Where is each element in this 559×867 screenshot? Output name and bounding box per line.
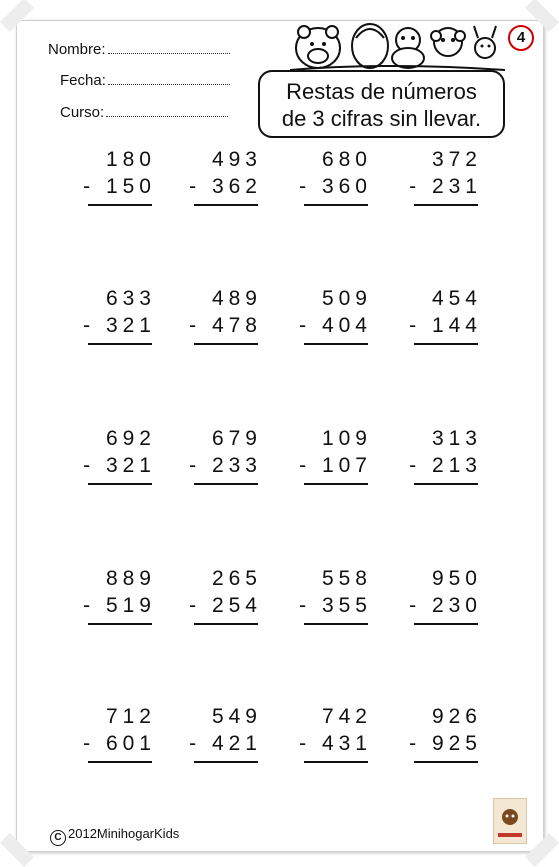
subtraction-problem — [70, 567, 160, 621]
minus-sign: - — [409, 175, 432, 198]
curso-field — [60, 104, 228, 121]
minus-sign: - — [299, 594, 322, 617]
subtrahend-row — [176, 175, 266, 202]
subtrahend: 213 — [431, 454, 482, 477]
minus-sign: - — [83, 314, 106, 337]
minuend: 372 — [431, 148, 482, 171]
subtrahend: 150 — [105, 175, 156, 198]
subtraction-problem — [176, 567, 266, 621]
answer-line[interactable] — [194, 204, 258, 206]
answer-line[interactable] — [194, 343, 258, 345]
minus-sign: - — [189, 454, 212, 477]
subtrahend: 231 — [431, 175, 482, 198]
minus-sign: - — [189, 594, 212, 617]
subtrahend: 431 — [321, 732, 372, 755]
subtrahend-row — [396, 175, 486, 202]
nombre-label: Nombre: — [48, 41, 106, 58]
copyright-text: 2012MinihogarKids — [68, 826, 180, 841]
answer-line[interactable] — [88, 343, 152, 345]
curso-label: Curso: — [60, 104, 105, 121]
subtrahend: 321 — [105, 454, 156, 477]
subtrahend-row — [286, 175, 376, 202]
subtrahend: 321 — [105, 314, 156, 337]
answer-line[interactable] — [414, 761, 478, 763]
minus-sign: - — [409, 732, 432, 755]
subtraction-problem — [396, 427, 486, 481]
minuend: 633 — [105, 287, 156, 310]
subtrahend-row — [176, 454, 266, 481]
answer-line[interactable] — [414, 623, 478, 625]
title-line-1: Restas de números — [286, 79, 477, 104]
subtrahend-row — [176, 594, 266, 621]
subtrahend: 230 — [431, 594, 482, 617]
subtraction-problem — [286, 567, 376, 621]
subtrahend-row — [396, 314, 486, 341]
subtraction-problem — [396, 287, 486, 341]
subtraction-problem — [70, 427, 160, 481]
subtraction-problem — [286, 705, 376, 759]
subtrahend: 107 — [321, 454, 372, 477]
subtrahend-row — [176, 314, 266, 341]
subtrahend-row — [70, 594, 160, 621]
subtrahend: 355 — [321, 594, 372, 617]
minus-sign: - — [83, 732, 106, 755]
answer-line[interactable] — [88, 483, 152, 485]
subtrahend: 233 — [211, 454, 262, 477]
answer-line[interactable] — [304, 483, 368, 485]
answer-line[interactable] — [194, 483, 258, 485]
minus-sign: - — [83, 454, 106, 477]
subtrahend: 421 — [211, 732, 262, 755]
subtrahend-row — [396, 732, 486, 759]
subtrahend: 404 — [321, 314, 372, 337]
answer-line[interactable] — [304, 204, 368, 206]
minihogar-logo — [493, 798, 527, 844]
subtrahend: 601 — [105, 732, 156, 755]
answer-line[interactable] — [304, 761, 368, 763]
subtrahend: 362 — [211, 175, 262, 198]
answer-line[interactable] — [88, 761, 152, 763]
minuend: 180 — [105, 148, 156, 171]
subtrahend-row — [70, 732, 160, 759]
minuend: 313 — [431, 427, 482, 450]
fecha-label: Fecha: — [60, 72, 106, 89]
subtrahend: 254 — [211, 594, 262, 617]
minuend: 950 — [431, 567, 482, 590]
subtrahend-row — [286, 594, 376, 621]
minuend: 889 — [105, 567, 156, 590]
minus-sign: - — [299, 175, 322, 198]
minuend: 493 — [211, 148, 262, 171]
subtrahend-row — [286, 454, 376, 481]
subtraction-problem — [396, 148, 486, 202]
copyright-icon: C — [50, 830, 66, 846]
curso-line[interactable] — [106, 115, 228, 117]
answer-line[interactable] — [88, 204, 152, 206]
minus-sign: - — [409, 454, 432, 477]
minus-sign: - — [189, 732, 212, 755]
subtraction-problem — [176, 427, 266, 481]
subtraction-problem — [286, 427, 376, 481]
page-number-badge: 4 — [508, 25, 534, 51]
minuend: 679 — [211, 427, 262, 450]
subtrahend-row — [286, 732, 376, 759]
subtraction-problem — [176, 148, 266, 202]
answer-line[interactable] — [414, 204, 478, 206]
title-line-2: de 3 cifras sin llevar. — [281, 106, 482, 131]
minuend: 454 — [431, 287, 482, 310]
subtrahend-row — [176, 732, 266, 759]
minuend: 742 — [321, 705, 372, 728]
minuend: 489 — [211, 287, 262, 310]
title-box — [258, 70, 505, 138]
answer-line[interactable] — [88, 623, 152, 625]
subtrahend-row — [70, 314, 160, 341]
subtrahend: 519 — [105, 594, 156, 617]
minuend: 558 — [321, 567, 372, 590]
minuend: 109 — [321, 427, 372, 450]
fecha-line[interactable] — [108, 83, 230, 85]
minuend: 265 — [211, 567, 262, 590]
minus-sign: - — [83, 594, 106, 617]
answer-line[interactable] — [414, 483, 478, 485]
subtrahend-row — [70, 175, 160, 202]
minus-sign: - — [189, 314, 212, 337]
subtraction-problem — [70, 148, 160, 202]
minus-sign: - — [299, 314, 322, 337]
monkey-logo-icon — [494, 799, 526, 843]
subtrahend-row — [70, 454, 160, 481]
subtrahend-row — [396, 594, 486, 621]
minuend: 680 — [321, 148, 372, 171]
subtraction-problem — [286, 287, 376, 341]
subtraction-problem — [396, 567, 486, 621]
minuend: 926 — [431, 705, 482, 728]
answer-line[interactable] — [194, 761, 258, 763]
nombre-line[interactable] — [108, 52, 230, 54]
subtrahend-row — [396, 454, 486, 481]
subtrahend: 360 — [321, 175, 372, 198]
minuend: 549 — [211, 705, 262, 728]
subtrahend: 144 — [431, 314, 482, 337]
minuend: 692 — [105, 427, 156, 450]
footer-copyright — [50, 826, 179, 846]
answer-line[interactable] — [414, 343, 478, 345]
subtraction-problem — [176, 287, 266, 341]
subtraction-problem — [176, 705, 266, 759]
subtrahend: 478 — [211, 314, 262, 337]
minus-sign: - — [409, 594, 432, 617]
minus-sign: - — [83, 175, 106, 198]
answer-line[interactable] — [194, 623, 258, 625]
fecha-field — [60, 72, 230, 89]
subtraction-problem — [286, 148, 376, 202]
minuend: 509 — [321, 287, 372, 310]
subtraction-problem — [70, 705, 160, 759]
subtrahend: 925 — [431, 732, 482, 755]
animals-illustration — [290, 18, 505, 78]
subtrahend-row — [286, 314, 376, 341]
answer-line[interactable] — [304, 343, 368, 345]
minus-sign: - — [299, 732, 322, 755]
subtraction-problem — [70, 287, 160, 341]
nombre-field — [48, 41, 230, 58]
minuend: 712 — [105, 705, 156, 728]
minus-sign: - — [189, 175, 212, 198]
minus-sign: - — [409, 314, 432, 337]
answer-line[interactable] — [304, 623, 368, 625]
minus-sign: - — [299, 454, 322, 477]
subtraction-problem — [396, 705, 486, 759]
